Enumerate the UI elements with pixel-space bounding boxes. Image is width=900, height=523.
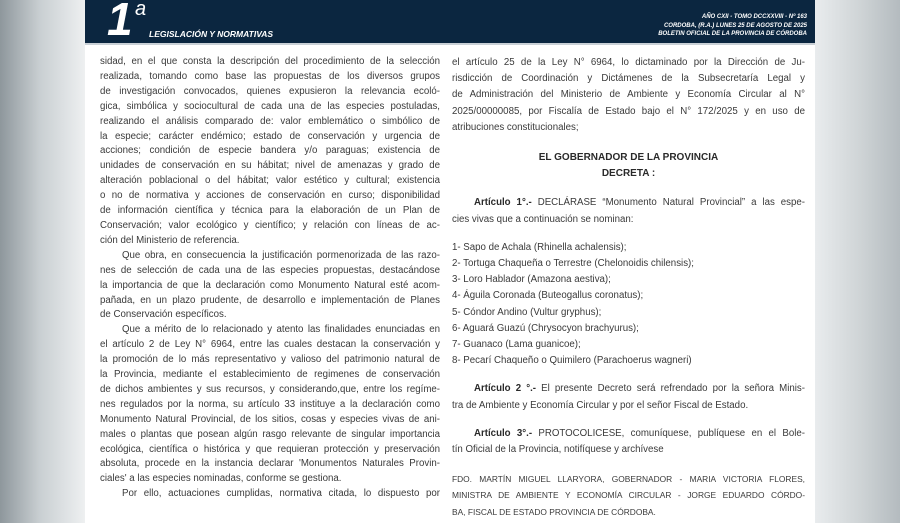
species-list bbox=[452, 240, 805, 370]
paragraph-line: males o plantas que posean algún rasgo relevante de singular importancia bbox=[100, 428, 440, 440]
paragraph-line: sidad, en el que consta la descripción del procedimiento de la selección bbox=[100, 56, 440, 67]
article-line: tra de Ambiente y Economía Circular y por el señor Fiscal de Estado. bbox=[452, 399, 749, 411]
paragraph-line: de Conservación específicos. bbox=[100, 309, 227, 321]
paragraph-line: nes regulados por la norma, su artículo 33 instituye a la declaración como bbox=[100, 398, 440, 410]
species-item: 1- Sapo de Achala (Rhinella achalensis); bbox=[452, 241, 627, 253]
article-text: DECLÁRASE “Monumento Natural Provincial” a las espe- bbox=[531, 197, 805, 209]
article-line bbox=[452, 195, 805, 211]
paragraph-line: ecológica, científica o histórica y que requieran protección y preservación bbox=[100, 443, 440, 455]
section-title: LEGISLACIÓN Y NORMATIVAS bbox=[149, 29, 274, 39]
issue-volume: AÑO CXII - TOMO DCCXXVIII - Nº 163 bbox=[701, 14, 807, 20]
intro-paragraph bbox=[452, 55, 805, 136]
species-item: 6- Aguará Guazú (Chrysocyon brachyurus); bbox=[452, 322, 639, 334]
signature-block bbox=[452, 471, 805, 520]
paragraph-line: risdicción de Coordinación y Dictámenes de la Subsecretaría Legal y bbox=[452, 73, 805, 85]
paragraph-line: Monumento Natural Provincial, de los sitios, cosas y especies vivas de ani- bbox=[100, 413, 440, 425]
article-line bbox=[452, 381, 805, 397]
section-ordinal: a bbox=[135, 0, 147, 20]
article-line: cies vivas que a continuación se nominan: bbox=[452, 213, 634, 225]
right-column bbox=[452, 55, 805, 520]
paragraph-line: el artículo 2 de Ley N° 6964, entre las cuales destacan la conservación y bbox=[100, 339, 440, 351]
paragraph-line: nes de selección de cada una de las especies propuestas, destacándose bbox=[100, 264, 440, 276]
paragraph-line: ciales' a las especies nominadas, conforme se gestiona. bbox=[100, 473, 342, 485]
paragraph-line: la Provincia, mediante el establecimiento de regimenes de conservación bbox=[100, 369, 440, 381]
paragraph-line: de investigación convocados, quienes expusieron la relevancia ecoló- bbox=[100, 85, 440, 97]
article-2 bbox=[452, 381, 805, 413]
paragraph-line: Conservación; valor ecológico y científico; y relación con líneas de ac- bbox=[100, 219, 440, 231]
paragraph-line: Que obra, en consecuencia la justificación pormenorizada de las razo- bbox=[122, 249, 440, 261]
paragraph-line: el artículo 25 de la Ley N° 6964, lo dictaminado por la Dirección de Ju- bbox=[452, 57, 805, 68]
decreta-heading: DECRETA : bbox=[601, 168, 656, 180]
paragraph-line: alteración poblacional o del hábitat; valor estético y cultural; existencia bbox=[100, 175, 440, 187]
article-label: Artículo 1°.- bbox=[474, 197, 532, 209]
signature-line: MINISTRA DE AMBIENTE Y ECONOMÍA CIRCULAR - JORGE EDUARDO CÓRDO- bbox=[452, 490, 805, 501]
article-3 bbox=[452, 426, 805, 458]
paragraph-line: acciones; condición de especie bandera y/o paraguas; existencia de bbox=[100, 145, 440, 157]
species-item: 7- Guanaco (Lama guanicoe); bbox=[452, 339, 581, 351]
paragraph-line: la especie; carácter endémico; estado de conservación y urgencia de bbox=[100, 130, 440, 142]
article-label: Artículo 2 °.- bbox=[474, 383, 537, 395]
article-line: tín Oficial de la Provincia, notifíquese y archívese bbox=[452, 444, 664, 456]
signature-line: BA, FISCAL DE ESTADO PROVINCIA DE CÓRDOBA. bbox=[452, 506, 656, 517]
bulletin-header bbox=[85, 0, 815, 45]
paragraph-line: la promoción de lo más representativo y valioso del patrimonio natural de bbox=[100, 354, 440, 366]
paragraph-line: de dichos ambientes y sus recursos, y considerando,que, entre los regíme- bbox=[100, 383, 440, 395]
paragraph-line: 2025/00000085, por Fiscalía de Estado bajo el N° 172/2025 y en uso de bbox=[452, 105, 805, 117]
paragraph-line: atribuciones constitucionales; bbox=[452, 121, 579, 133]
paragraph-line: realizada, tomando como base las propuestas de los diversos grupos bbox=[100, 70, 440, 82]
species-item: 4- Águila Coronada (Buteogallus coronatus); bbox=[452, 290, 644, 302]
paragraph-line: gica, simbólica y sociocultural de cada una de las especies postuladas, bbox=[100, 100, 440, 112]
paragraph-line: la importancia de que la declaración como Monumento Natural esté acom- bbox=[100, 279, 440, 291]
article-text: El presente Decreto será refrendado por la señora Minis- bbox=[536, 383, 805, 395]
paragraph-line: realizando el análisis comparado de: valor emblemático o simbólico de bbox=[100, 115, 440, 127]
paragraph-line: unidades de conservación en su hábitat; nivel de amenazas y grado de bbox=[100, 160, 440, 172]
species-item: 5- Cóndor Andino (Vultur gryphus); bbox=[452, 306, 602, 318]
paragraph-line: Por ello, actuaciones cumplidas, normativa citada, lo dispuesto por bbox=[122, 488, 440, 500]
species-item: 2- Tortuga Chaqueña o Terrestre (Chelonoidis chilensis); bbox=[452, 258, 694, 270]
article-text: PROTOCOLICESE, comuníquese, publíquese en el Bole- bbox=[532, 427, 805, 439]
article-line bbox=[452, 426, 805, 442]
document-page bbox=[85, 0, 815, 523]
signature-line: FDO. MARTÍN MIGUEL LLARYORA, GOBERNADOR - MARIA VICTORIA FLORES, bbox=[452, 474, 805, 485]
issue-meta bbox=[658, 13, 807, 39]
paragraph-line: Que a mérito de lo relacionado y atento las finalidades enunciadas en bbox=[122, 324, 440, 336]
paragraph-line: o no de normativa y acciones de conservación en curso; disponibilidad bbox=[100, 190, 440, 202]
publication-name: BOLETIN OFICIAL DE LA PROVINCIA DE CÓRDOBA bbox=[658, 31, 807, 37]
paragraph-line: pañada, en un plazo prudente, de desarrollo e implementación de Planes bbox=[100, 294, 440, 306]
left-column bbox=[100, 55, 440, 502]
governor-heading: EL GOBERNADOR DE LA PROVINCIA bbox=[538, 152, 719, 164]
paragraph-line: absoluta, procede en la instancia declarar 'Monumentos Naturales Provin- bbox=[100, 458, 440, 470]
species-item: 3- Loro Hablador (Amazona aestiva); bbox=[452, 274, 611, 286]
article-1 bbox=[452, 195, 805, 227]
paragraph-line: ción del Ministerio de referencia. bbox=[100, 234, 240, 246]
paragraph-line: de información científica y técnica para la elaboración de un Plan de bbox=[100, 205, 440, 217]
section-number: 1 bbox=[107, 0, 131, 45]
issue-date: CORDOBA, (R.A.) LUNES 25 DE AGOSTO DE 2025 bbox=[663, 22, 807, 29]
paragraph-line: de Administración del Ministerio de Ambiente y Economía Circular al N° bbox=[452, 89, 805, 101]
species-item: 8- Pecarí Chaqueño o Quimilero (Parachoerus wagneri) bbox=[452, 355, 692, 367]
article-label: Artículo 3°.- bbox=[474, 427, 533, 439]
